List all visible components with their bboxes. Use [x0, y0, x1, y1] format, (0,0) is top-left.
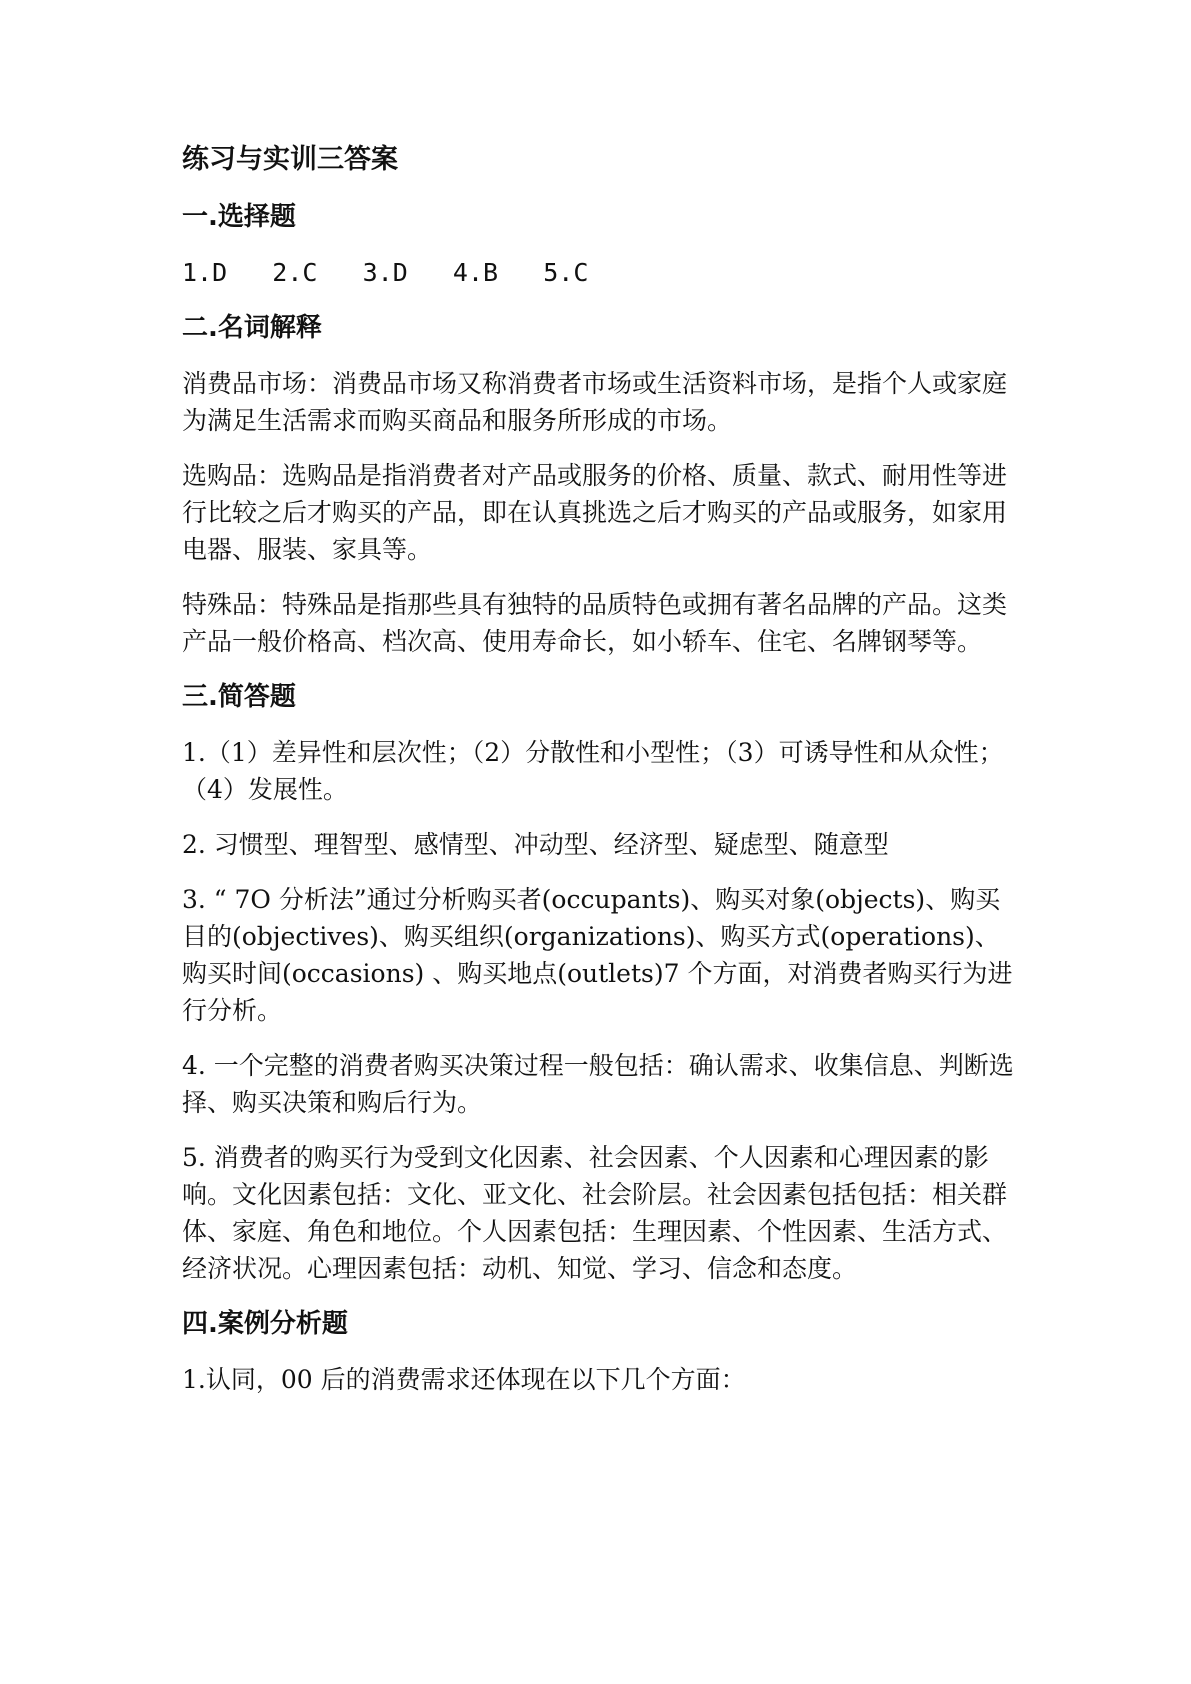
definition-paragraph: 消费品市场：消费品市场又称消费者市场或生活资料市场，是指个人或家庭为满足生活需求而购买商品和服务所形成的市场。	[182, 369, 1008, 435]
section-heading: 二.名词解释	[182, 313, 322, 343]
section-short-answer	[182, 678, 1022, 1287]
section-case-analysis	[182, 1305, 1022, 1398]
answer-paragraph: 1.（1）差异性和层次性；（2）分散性和小型性；（3）可诱导性和从众性；（4）发展性。	[182, 738, 1004, 804]
answer-paragraph: 4. 一个完整的消费者购买决策过程一般包括：确认需求、收集信息、判断选择、购买决策和购后行为。	[182, 1051, 1014, 1117]
answer-paragraph: 5. 消费者的购买行为受到文化因素、社会因素、个人因素和心理因素的影响。文化因素包括：文化、亚文化、社会阶层。社会因素包括包括：相关群体、家庭、角色和地位。个人因素包括：生理因素、个性因素、生活方式、经济状况。心理因素包括：动机、知觉、学习、信念和态度。	[182, 1143, 1008, 1283]
document-title: 练习与实训三答案	[182, 144, 398, 175]
section-multiple-choice	[182, 198, 1022, 291]
section-heading: 一.选择题	[182, 202, 296, 232]
answer-paragraph: 3. “ 7O 分析法”通过分析购买者(occupants)、购买对象(objects)、购买目的(objectives)、购买组织(organizations)、购买方式(operations)、购买时间(occasions) 、购买地点(outlets)7 个方面，对消费者购买行为进行分析。	[182, 885, 1013, 1025]
definition-paragraph: 特殊品：特殊品是指那些具有独特的品质特色或拥有著名品牌的产品。这类产品一般价格高、档次高、使用寿命长，如小轿车、住宅、名牌钢琴等。	[182, 590, 1008, 656]
answer-paragraph: 2. 习惯型、理智型、感情型、冲动型、经济型、疑虑型、随意型	[182, 830, 889, 859]
section-term-definitions	[182, 309, 1022, 660]
choice-answers: 1.D 2.C 3.D 4.B 5.C	[182, 258, 589, 287]
document-page	[182, 140, 1022, 1416]
answer-paragraph: 1.认同，00 后的消费需求还体现在以下几个方面：	[182, 1365, 746, 1394]
section-heading: 四.案例分析题	[182, 1309, 348, 1339]
section-heading: 三.简答题	[182, 682, 296, 712]
definition-paragraph: 选购品：选购品是指消费者对产品或服务的价格、质量、款式、耐用性等进行比较之后才购买的产品，即在认真挑选之后才购买的产品或服务，如家用电器、服装、家具等。	[182, 461, 1008, 564]
